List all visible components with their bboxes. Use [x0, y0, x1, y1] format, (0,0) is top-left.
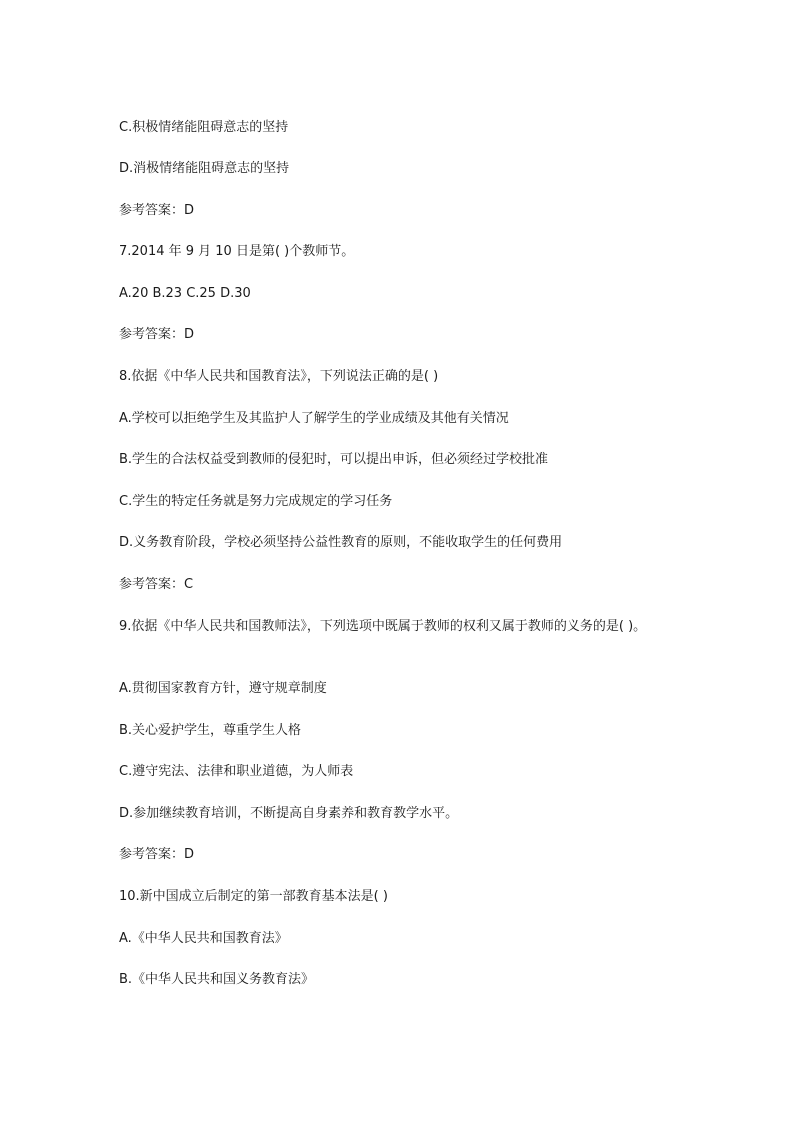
answer-q7: 参考答案：D [119, 327, 195, 342]
option-d-q8: D.义务教育阶段，学校必须坚持公益性教育的原则，不能收取学生的任何费用 [119, 535, 563, 550]
option-a-q8: A.学校可以拒绝学生及其监护人了解学生的学业成绩及其他有关情况 [119, 411, 509, 426]
option-c-q8: C.学生的特定任务就是努力完成规定的学习任务 [119, 494, 393, 509]
option-d-q9: D.参加继续教育培训，不断提高自身素养和教育教学水平。 [119, 806, 459, 821]
option-a-q9: A.贯彻国家教育方针，遵守规章制度 [119, 681, 327, 696]
answer-q6: 参考答案：D [119, 203, 195, 218]
options-q7: A.20 B.23 C.25 D.30 [119, 286, 251, 301]
answer-q8: 参考答案：C [119, 577, 194, 592]
option-d-q6: D.消极情绪能阻碍意志的坚持 [119, 161, 290, 176]
option-c-q9: C.遵守宪法、法律和职业道德，为人师表 [119, 764, 354, 779]
option-b-q8: B.学生的合法权益受到教师的侵犯时，可以提出申诉，但必须经过学校批准 [119, 452, 549, 467]
question-9: 9.依据《中华人民共和国教师法》，下列选项中既属于教师的权利又属于教师的义务的是( )。 [119, 619, 647, 634]
answer-q9: 参考答案：D [119, 847, 195, 862]
option-b-q9: B.关心爱护学生，尊重学生人格 [119, 723, 302, 738]
option-c-q6: C.积极情绪能阻碍意志的坚持 [119, 120, 289, 135]
question-7: 7.2014 年 9 月 10 日是第( )个教师节。 [119, 244, 355, 259]
question-10: 10.新中国成立后制定的第一部教育基本法是( ) [119, 889, 388, 904]
question-8: 8.依据《中华人民共和国教育法》，下列说法正确的是( ) [119, 369, 439, 384]
option-b-q10: B.《中华人民共和国义务教育法》 [119, 972, 315, 987]
option-a-q10: A.《中华人民共和国教育法》 [119, 931, 288, 946]
